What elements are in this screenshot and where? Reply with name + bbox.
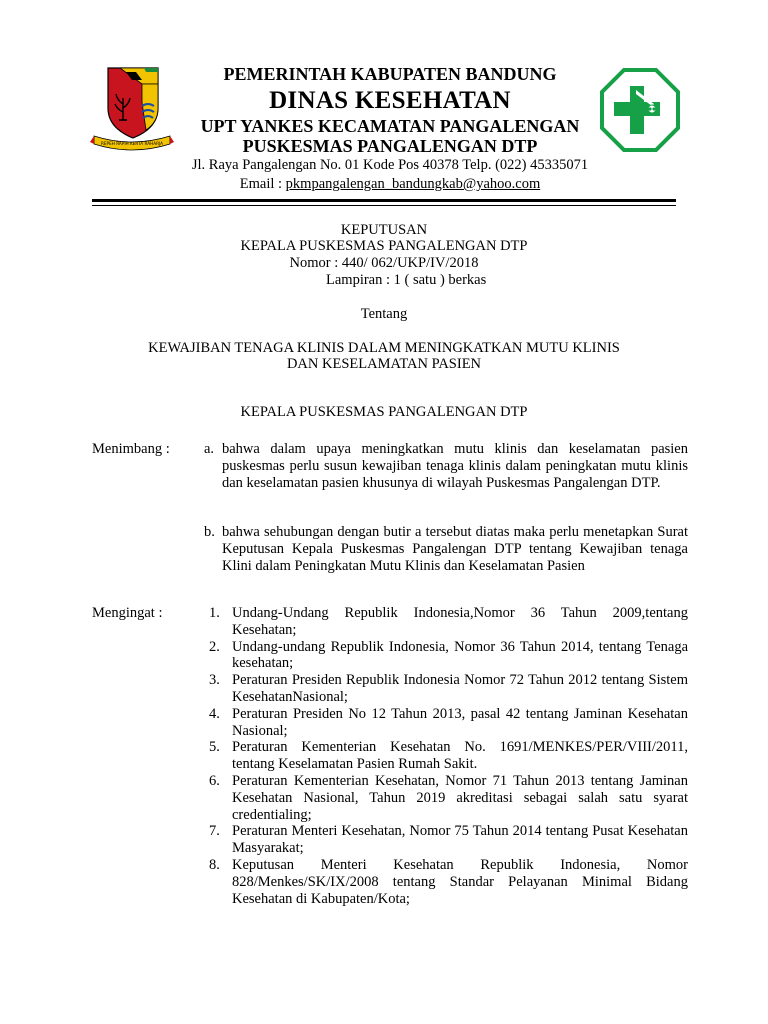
- list-item-number: 8.: [209, 856, 220, 873]
- list-item-number: 3.: [209, 672, 220, 689]
- list-item: [204, 857, 688, 907]
- menimbang-item-mark: a.: [204, 441, 215, 457]
- letterhead-divider-thick: [92, 199, 676, 202]
- emblem-motto: REPEH RAPIH KERTA RAHARJA: [100, 141, 164, 146]
- list-item: [204, 823, 688, 857]
- letterhead-email-row: [160, 175, 620, 194]
- letterhead-unit: UPT YANKES KECAMATAN PANGALENGAN: [200, 116, 580, 136]
- list-item-text: Keputusan Menteri Kesehatan Republik Indonesia, Nomor 828/Menkes/SK/IX/2008 tentang Standar Pelayanan Minimal Bidang Kesehatan di Kabupaten/Kota;: [232, 856, 688, 907]
- menimbang-label: Menimbang :: [92, 441, 170, 457]
- decree-about-label: Tentang: [360, 306, 408, 322]
- list-item-number: 5.: [209, 739, 220, 756]
- list-item: [204, 639, 688, 673]
- menimbang-item-text: bahwa dalam upaya meningkatkan mutu klinis dan keselamatan pasien puskesmas perlu susun kewajiban tenaga klinis dalam peningkatan mutu klinis dan keselamatan pasien khusunya di wilayah Puskesmas Pangalengan DTP.: [222, 441, 688, 491]
- list-item: [204, 706, 688, 740]
- list-item-text: Undang-undang Republik Indonesia, Nomor 36 Tahun 2014, tentang Tenaga kesehatan;: [232, 638, 688, 672]
- list-item-text: Peraturan Presiden Republik Indonesia Nomor 72 Tahun 2012 tentang Sistem KesehatanNasional;: [232, 672, 688, 705]
- list-item-text: Undang-Undang Republik Indonesia,Nomor 36 Tahun 2009,tentang Kesehatan;: [232, 605, 688, 638]
- list-item: [204, 605, 688, 639]
- list-item-number: 6.: [209, 772, 220, 789]
- list-item-number: 1.: [209, 605, 220, 621]
- list-item-text: Peraturan Kementerian Kesehatan, Nomor 71 Tahun 2013 tentang Jaminan Kesehatan Nasional, Tahun 2019 akreditasi sebagai salah satu syarat credentialing;: [232, 772, 688, 823]
- decree-issuer-repeat: KEPALA PUSKESMAS PANGALENGAN DTP: [240, 404, 528, 420]
- list-item-text: Peraturan Presiden No 12 Tahun 2013, pasal 42 tentang Jaminan Kesehatan Nasional;: [232, 705, 688, 739]
- letterhead-puskesmas: PUSKESMAS PANGALENGAN DTP: [242, 136, 538, 156]
- list-item: [204, 672, 688, 706]
- decree-attachment: Lampiran : 1 ( satu ) berkas: [326, 272, 487, 288]
- letterhead: [160, 62, 620, 194]
- letterhead-government: PEMERINTAH KABUPATEN BANDUNG: [223, 64, 557, 84]
- menimbang-item: [204, 441, 688, 492]
- decree-subject-line1: KEWAJIBAN TENAGA KLINIS DALAM MENINGKATKAN MUTU KLINIS: [148, 340, 620, 356]
- mengingat-label: Mengingat :: [92, 605, 163, 621]
- list-item: [204, 773, 688, 823]
- letterhead-divider-thin: [92, 205, 676, 206]
- list-item: [204, 739, 688, 773]
- decree-number: Nomor : 440/ 062/UKP/IV/2018: [289, 255, 479, 271]
- list-item-number: 7.: [209, 823, 220, 840]
- email-label: Email :: [239, 176, 286, 192]
- list-item-number: 4.: [209, 705, 220, 722]
- decree-issuer: KEPALA PUSKESMAS PANGALENGAN DTP: [240, 238, 528, 254]
- menimbang-item: [204, 524, 688, 575]
- list-item-text: Peraturan Kementerian Kesehatan No. 1691/MENKES/PER/VIII/2011, tentang Keselamatan Pasien Rumah Sakit.: [232, 739, 688, 773]
- list-item-number: 2.: [209, 638, 220, 655]
- mengingat-list: [204, 605, 688, 907]
- letterhead-address: Jl. Raya Pangalengan No. 01 Kode Pos 40378 Telp. (022) 45335071: [191, 157, 589, 173]
- decree-subject-line2: DAN KESELAMATAN PASIEN: [286, 356, 482, 372]
- menimbang-item-text: bahwa sehubungan dengan butir a tersebut diatas maka perlu menetapkan Surat Keputusan Kepala Puskesmas Pangalengan DTP tentang Kewajiban tenaga Klini dalam Peningkatan Mutu Klinis dan Keselamatan Pasien: [222, 524, 688, 574]
- decree-heading: KEPUTUSAN: [340, 222, 428, 238]
- list-item-text: Peraturan Menteri Kesehatan, Nomor 75 Tahun 2014 tentang Pusat Kesehatan Masyarakat;: [232, 823, 688, 857]
- email-link[interactable]: pkmpangalengan_bandungkab@yahoo.com: [285, 176, 541, 192]
- puskesmas-logo-icon: [600, 68, 680, 152]
- menimbang-item-mark: b.: [204, 524, 215, 540]
- letterhead-agency: DINAS KESEHATAN: [269, 87, 511, 114]
